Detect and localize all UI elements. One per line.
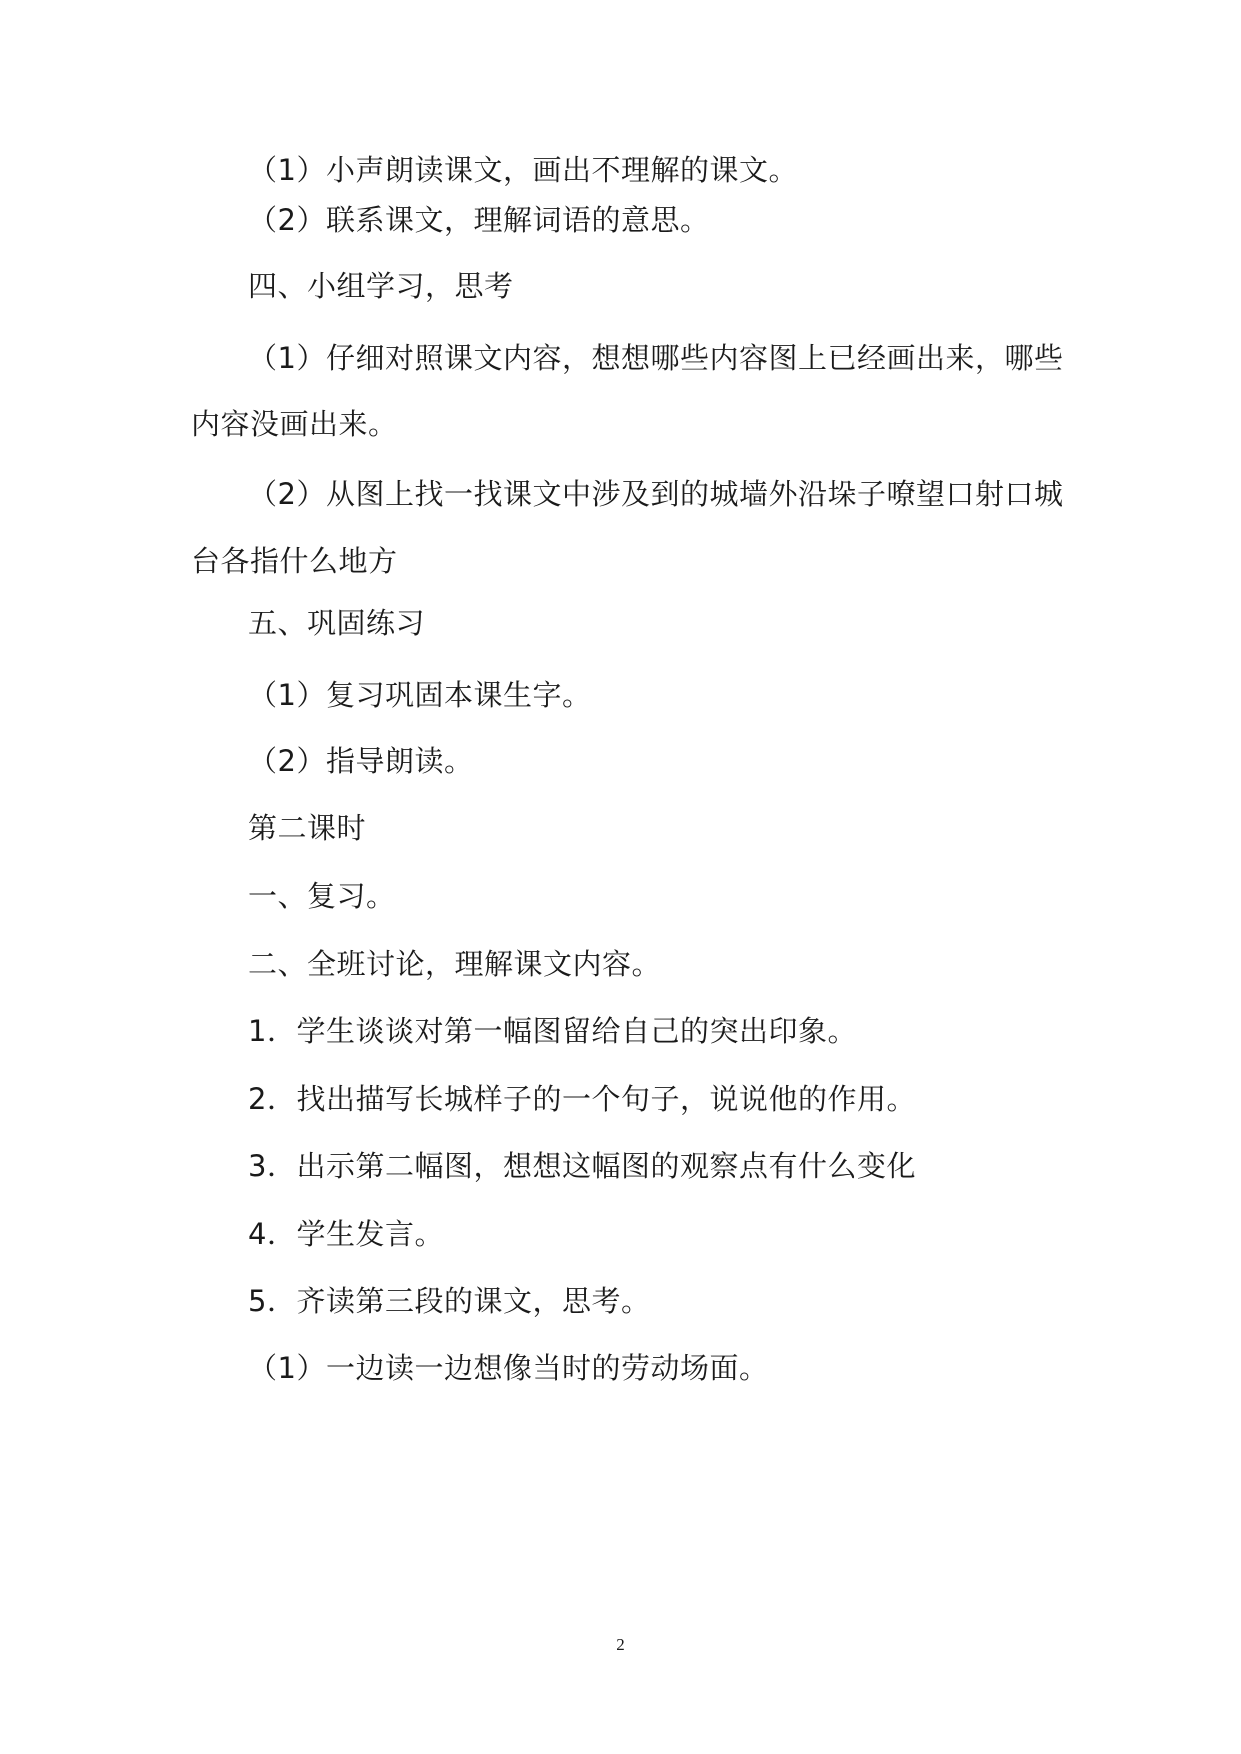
section-heading-1: 一、复习。 (248, 879, 396, 913)
list-item-3: 3．出示第二幅图，想想这幅图的观察点有什么变化 (248, 1149, 916, 1183)
text-line-3-cont: 内容没画出来。 (191, 407, 398, 441)
text-line-4: （2）从图上找一找课文中涉及到的城墙外沿垛子嘹望口射口城 (248, 477, 1064, 511)
list-item-4: 4．学生发言。 (248, 1217, 444, 1251)
section-heading-2: 二、全班讨论，理解课文内容。 (248, 947, 662, 981)
list-item-1: 1．学生谈谈对第一幅图留给自己的突出印象。 (248, 1014, 857, 1048)
list-item-2: 2．找出描写长城样子的一个句子，说说他的作用。 (248, 1082, 916, 1116)
text-line-4-cont: 台各指什么地方 (191, 544, 398, 578)
list-item-5: 5．齐读第三段的课文，思考。 (248, 1284, 651, 1318)
text-line-1: （1）小声朗读课文，画出不理解的课文。 (248, 153, 798, 187)
text-line-2: （2）联系课文，理解词语的意思。 (248, 203, 710, 237)
section-heading-5: 五、巩固练习 (248, 606, 426, 640)
text-line-5: （1）复习巩固本课生字。 (248, 678, 592, 712)
lesson-heading: 第二课时 (248, 811, 367, 845)
section-heading-4: 四、小组学习，思考 (248, 269, 514, 303)
page-number: 2 (616, 1635, 625, 1654)
text-line-3: （1）仔细对照课文内容，想想哪些内容图上已经画出来，哪些 (248, 341, 1064, 375)
text-line-6: （2）指导朗读。 (248, 744, 474, 778)
text-line-7: （1）一边读一边想像当时的劳动场面。 (248, 1351, 769, 1385)
